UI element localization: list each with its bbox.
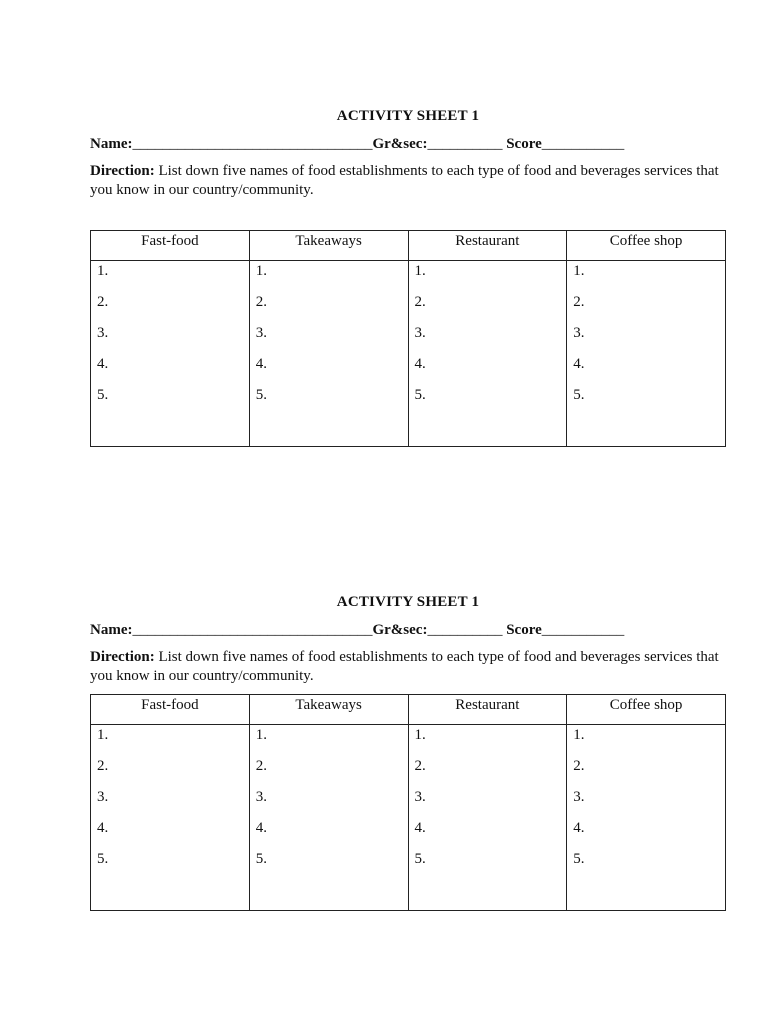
fast-food-cell[interactable] [91, 725, 250, 911]
table-header-row [91, 231, 726, 261]
student-info-line [90, 620, 726, 640]
grsec-label: Gr&sec: [372, 622, 428, 638]
list-item: 2. [97, 758, 109, 774]
column-header-coffee-shop: Coffee shop [567, 695, 726, 725]
column-header-fast-food: Fast-food [91, 695, 250, 725]
list-item: 4. [255, 820, 267, 836]
list-item: 5. [97, 851, 109, 867]
takeaways-cell[interactable] [249, 725, 408, 911]
name-label: Name: [90, 622, 133, 638]
list-item: 2. [414, 758, 426, 774]
name-field[interactable]: ________________________________ [132, 622, 373, 638]
restaurant-cell[interactable] [408, 725, 567, 911]
list-item: 1. [414, 263, 426, 279]
list-item: 4. [97, 356, 109, 372]
column-header-restaurant: Restaurant [408, 231, 567, 261]
list-item: 3. [573, 325, 585, 341]
coffee-shop-cell[interactable] [567, 261, 726, 447]
takeaways-cell[interactable] [249, 261, 408, 447]
direction-paragraph [90, 648, 726, 686]
list-item: 4. [573, 820, 585, 836]
list-item: 5. [255, 851, 267, 867]
list-item: 5. [573, 387, 585, 403]
list-item: 3. [573, 789, 585, 805]
establishments-table [90, 230, 726, 447]
list-item: 2. [573, 758, 585, 774]
list-item: 5. [414, 851, 426, 867]
list-item: 2. [414, 294, 426, 310]
list-item: 1. [573, 727, 585, 743]
list-item: 3. [414, 789, 426, 805]
list-item: 3. [97, 325, 109, 341]
coffee-shop-cell[interactable] [567, 725, 726, 911]
direction-text: List down five names of food establishments to each type of food and beverages services that you know in our country/community. [90, 649, 719, 684]
list-item: 5. [97, 387, 109, 403]
list-item: 3. [414, 325, 426, 341]
score-field[interactable]: ___________ [541, 622, 625, 638]
score-label: Score [506, 136, 542, 152]
direction-label: Direction: [90, 649, 155, 665]
sheet-title: ACTIVITY SHEET 1 [336, 108, 480, 124]
score-label: Score [506, 622, 542, 638]
column-header-coffee-shop: Coffee shop [567, 231, 726, 261]
table-row [91, 725, 726, 911]
list-item: 1. [573, 263, 585, 279]
column-header-restaurant: Restaurant [408, 695, 567, 725]
direction-text: List down five names of food establishments to each type of food and beverages services that you know in our country/community. [90, 163, 719, 198]
grsec-field[interactable]: __________ [427, 136, 503, 152]
list-item: 4. [255, 356, 267, 372]
column-header-fast-food: Fast-food [91, 231, 250, 261]
restaurant-cell[interactable] [408, 261, 567, 447]
name-label: Name: [90, 136, 133, 152]
column-header-takeaways: Takeaways [249, 695, 408, 725]
activity-sheet-1 [90, 106, 726, 447]
direction-paragraph [90, 162, 726, 200]
direction-label: Direction: [90, 163, 155, 179]
list-item: 2. [255, 758, 267, 774]
list-item: 5. [573, 851, 585, 867]
list-item: 4. [414, 356, 426, 372]
list-item: 1. [414, 727, 426, 743]
activity-sheet-2 [90, 592, 726, 911]
list-item: 4. [573, 356, 585, 372]
list-item: 3. [255, 325, 267, 341]
list-item: 4. [414, 820, 426, 836]
list-item: 1. [255, 727, 267, 743]
fast-food-cell[interactable] [91, 261, 250, 447]
establishments-table [90, 694, 726, 911]
name-field[interactable]: ________________________________ [132, 136, 373, 152]
list-item: 5. [255, 387, 267, 403]
list-item: 4. [97, 820, 109, 836]
grsec-field[interactable]: __________ [427, 622, 503, 638]
score-field[interactable]: ___________ [541, 136, 625, 152]
grsec-label: Gr&sec: [372, 136, 428, 152]
sheet-title: ACTIVITY SHEET 1 [336, 594, 480, 610]
student-info-line [90, 134, 726, 154]
column-header-takeaways: Takeaways [249, 231, 408, 261]
list-item: 2. [97, 294, 109, 310]
list-item: 3. [255, 789, 267, 805]
list-item: 5. [414, 387, 426, 403]
list-item: 2. [255, 294, 267, 310]
table-header-row [91, 695, 726, 725]
list-item: 1. [97, 727, 109, 743]
table-row [91, 261, 726, 447]
list-item: 2. [573, 294, 585, 310]
list-item: 1. [97, 263, 109, 279]
list-item: 3. [97, 789, 109, 805]
list-item: 1. [255, 263, 267, 279]
